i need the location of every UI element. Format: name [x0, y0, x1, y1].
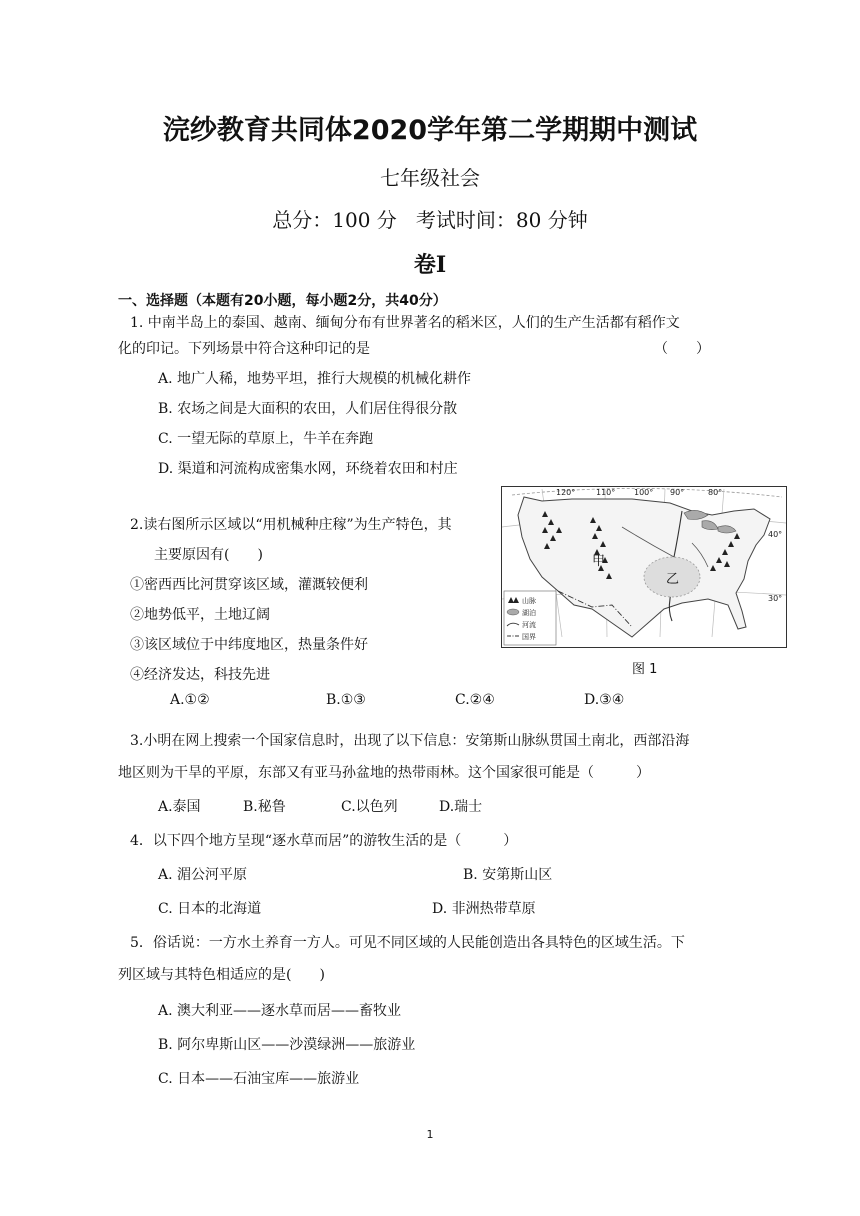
q4-option-d: D. 非洲热带草原 — [432, 901, 536, 917]
q1-answer-paren: （ ） — [654, 341, 710, 357]
q3-option-d: D.瑞士 — [439, 799, 483, 815]
q4-option-b: B. 安第斯山区 — [463, 867, 553, 883]
legend-mountain: 山脉 — [522, 597, 536, 605]
q2-stem-line2: 主要原因有( ) — [154, 547, 263, 563]
legend-river: 河流 — [522, 621, 536, 629]
lake-icon — [507, 609, 519, 615]
lon-label-110: 110° — [596, 488, 616, 497]
q3-option-b: B.秘鲁 — [243, 799, 286, 815]
q2-stem-line1: 2.读右图所示区域以“用机械种庄稼”为生产特色，其 — [130, 517, 452, 533]
q2-statement-1: ①密西西比河贯穿该区域，灌溉较便利 — [130, 577, 368, 593]
lat-label-30: 30° — [768, 594, 783, 603]
q1-stem-line1: 1. 中南半岛上的泰国、越南、缅甸分布有世界著名的稻米区，人们的生产生活都有稻作文 — [130, 315, 680, 331]
exam-title: 浣纱教育共同体2020学年第二学期期中测试 — [162, 115, 698, 146]
q5-option-a: A. 澳大利亚——逐水草而居——畜牧业 — [158, 1003, 402, 1019]
q2-statement-3: ③该区域位于中纬度地区，热量条件好 — [130, 637, 368, 653]
exam-info: 总分：100 分 考试时间：80 分钟 — [272, 208, 588, 232]
legend-border: 国界 — [522, 633, 536, 641]
legend-lake: 湖泊 — [522, 609, 536, 617]
q3-option-c: C.以色列 — [341, 799, 398, 815]
figure-map — [501, 486, 787, 648]
q5-stem-line2: 列区域与其特色相适应的是( ) — [118, 967, 325, 983]
q2-statement-4: ④经济发达，科技先进 — [130, 667, 270, 683]
page-number: 1 — [426, 1128, 434, 1141]
section-heading: 一、选择题（本题有20小题，每小题2分，共40分） — [118, 293, 447, 309]
lon-label-90: 90° — [670, 488, 685, 497]
map-legend — [504, 591, 556, 645]
lon-label-80: 80° — [708, 488, 723, 497]
q2-option-c: C.②④ — [455, 692, 495, 708]
lat-label-40: 40° — [768, 530, 783, 539]
q5-stem-line1: 5．俗话说：一方水土养育一方人。可见不同区域的人民能创造出各具特色的区域生活。下 — [130, 935, 685, 951]
q2-option-b: B.①③ — [326, 692, 366, 708]
volume-label: 卷Ⅰ — [413, 252, 447, 278]
q4-stem: 4．以下四个地方呈现“逐水草而居”的游牧生活的是（ ） — [130, 833, 518, 849]
q1-option-b: B. 农场之间是大面积的农田，人们居住得很分散 — [158, 401, 458, 417]
q1-stem-line2: 化的印记。下列场景中符合这种印记的是 — [118, 341, 370, 357]
q5-option-c: C. 日本——石油宝库——旅游业 — [158, 1071, 360, 1087]
q1-option-c: C. 一望无际的草原上，牛羊在奔跑 — [158, 431, 374, 447]
q3-option-a: A.泰国 — [158, 799, 201, 815]
exam-subtitle: 七年级社会 — [380, 166, 480, 190]
usa-map-graphic — [502, 487, 786, 647]
q3-stem-line1: 3.小明在网上搜索一个国家信息时，出现了以下信息：安第斯山脉纵贯国土南北，西部沿海 — [130, 733, 690, 749]
q4-option-a: A. 湄公河平原 — [158, 867, 248, 883]
figure-caption: 图 1 — [632, 662, 658, 677]
q3-stem-line2: 地区则为干旱的平原，东部又有亚马孙盆地的热带雨林。这个国家很可能是（ ） — [118, 765, 650, 781]
q2-statement-2: ②地势低平，土地辽阔 — [130, 607, 270, 623]
q5-option-b: B. 阿尔卑斯山区——沙漠绿洲——旅游业 — [158, 1037, 416, 1053]
q2-option-a: A.①② — [170, 692, 210, 708]
region-label-jia: 甲 — [592, 554, 606, 569]
lon-label-100: 100° — [634, 488, 654, 497]
q1-option-a: A. 地广人稀，地势平坦，推行大规模的机械化耕作 — [158, 371, 472, 387]
region-label-yi: 乙 — [666, 572, 680, 587]
lon-label-120: 120° — [556, 488, 576, 497]
q2-option-d: D.③④ — [584, 692, 625, 708]
q1-option-d: D. 渠道和河流构成密集水网，环绕着农田和村庄 — [158, 461, 458, 477]
q4-option-c: C. 日本的北海道 — [158, 901, 262, 917]
